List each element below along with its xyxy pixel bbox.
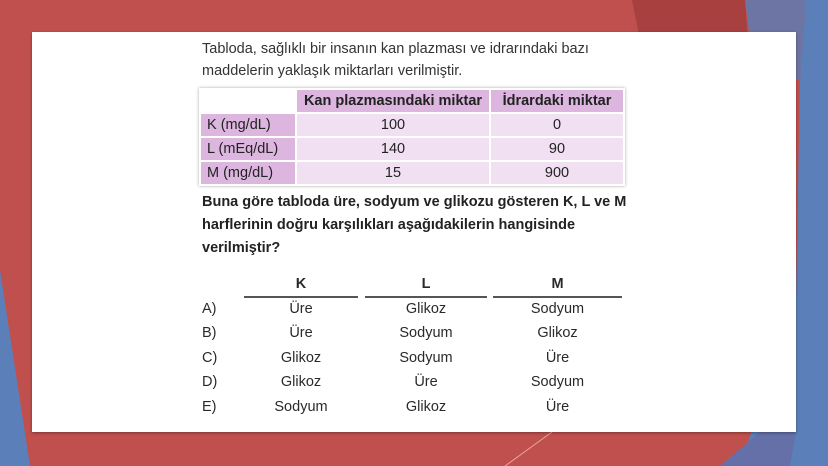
question-text: Buna göre tabloda üre, sodyum ve glikozu gösteren K, L ve M harflerinin doğru karşılıkları aşağıdakilerin hangisinde verilmiştir? [202,194,627,256]
urine-value: 0 [491,114,623,136]
table-row [201,162,623,184]
option-l-value: Sodyum [399,350,453,366]
option-label: E) [202,399,217,415]
urine-value: 90 [491,138,623,160]
option-l-value: Sodyum [399,325,453,341]
option-l-value: Glikoz [405,399,447,415]
option-m-value: Üre [545,399,570,415]
options-header [202,276,642,300]
column-m-underline [493,296,622,298]
option-label: A) [202,301,217,317]
column-k-header: K [295,276,307,292]
plasma-value: 15 [297,162,489,184]
option-a[interactable] [202,301,642,325]
slide-card [32,32,796,432]
row-label: L (mEq/dL) [201,138,295,160]
option-label: B) [202,325,217,341]
question-content [202,38,642,260]
column-m-header: M [551,276,564,292]
option-l-value: Üre [414,374,438,390]
urine-value: 900 [491,162,623,184]
option-k-value: Glikoz [280,374,322,390]
option-m-value: Sodyum [530,301,585,317]
column-k-underline [244,296,358,298]
table-header-plasma: Kan plazmasındaki miktar [297,90,489,112]
option-c[interactable] [202,350,642,374]
column-l-header: L [421,276,431,292]
option-e[interactable] [202,399,642,423]
option-k-value: Sodyum [274,399,328,415]
column-l-underline [365,296,487,298]
option-b[interactable] [202,325,642,349]
substance-table [199,88,625,186]
row-label: K (mg/dL) [201,114,295,136]
answer-options [202,276,642,426]
plasma-value: 100 [297,114,489,136]
option-label: D) [202,374,218,390]
table-row [201,138,623,160]
option-k-value: Üre [289,301,313,317]
option-d[interactable] [202,374,642,398]
option-k-value: Üre [289,325,313,341]
option-m-value: Sodyum [530,374,585,390]
option-m-value: Glikoz [537,325,578,341]
option-k-value: Glikoz [280,350,322,366]
table-header-urine: İdrardaki miktar [491,90,623,112]
row-label: M (mg/dL) [201,162,295,184]
option-l-value: Glikoz [405,301,447,317]
option-label: C) [202,350,218,366]
table-row [201,114,623,136]
option-m-value: Üre [545,350,570,366]
table-header-blank [201,90,295,112]
table-header-row [201,90,623,112]
plasma-value: 140 [297,138,489,160]
intro-text: Tabloda, sağlıklı bir insanın kan plazması ve idrarındaki bazı maddelerin yaklaşık miktarları verilmiştir. [202,41,589,79]
